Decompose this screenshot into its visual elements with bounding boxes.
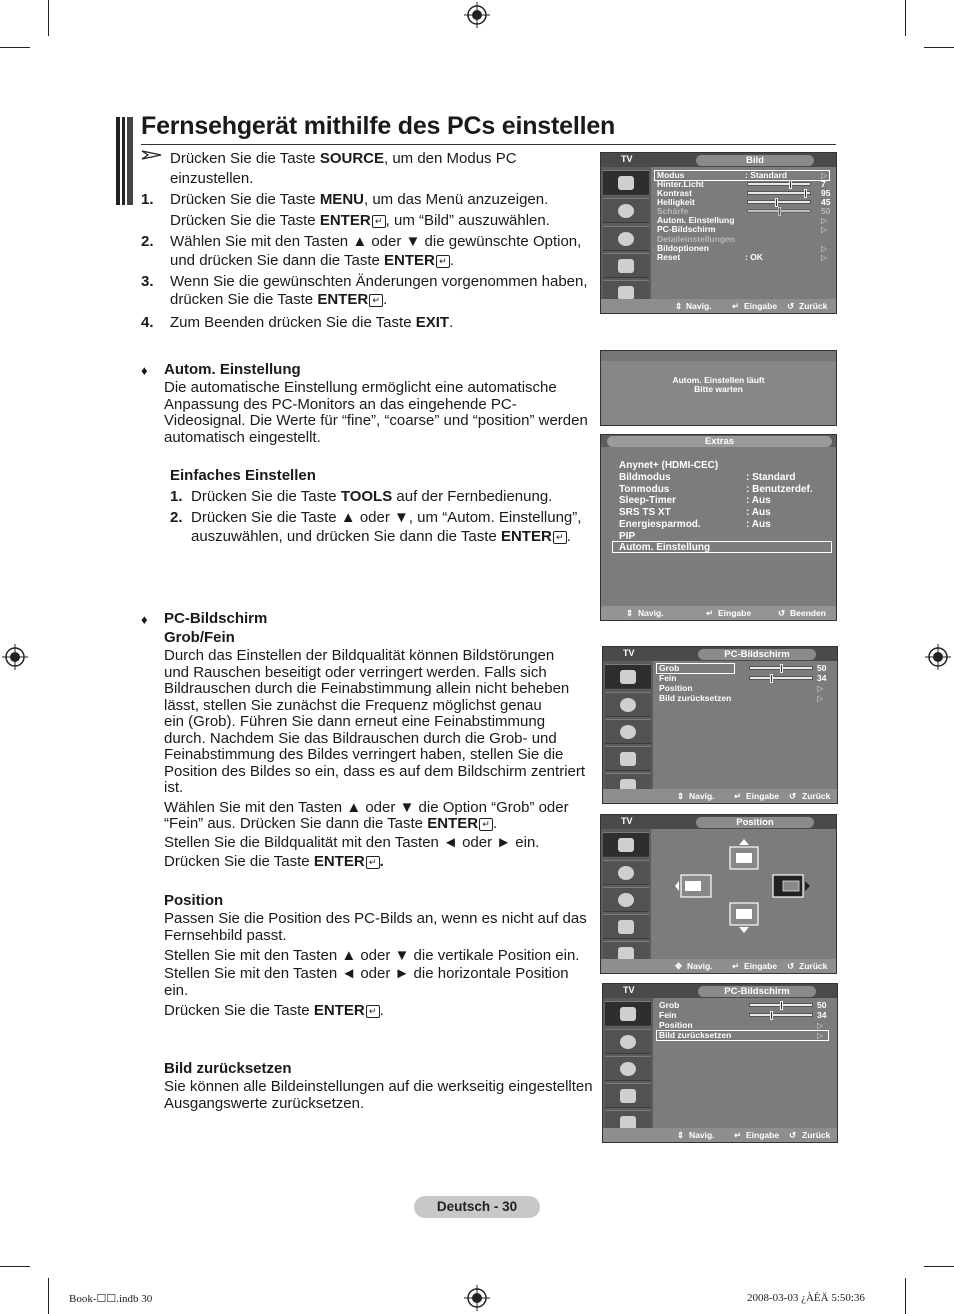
crop-mark [48, 1278, 49, 1314]
osd-row-label: Helligkeit [657, 197, 695, 207]
position-description: Passen Sie die Position des PC-Bilds an, wenn es nicht auf das Fernsehbild passt. [164, 910, 587, 944]
channel-menu-icon [605, 1056, 651, 1081]
imprint-date: 2008-03-03 ¿ÀÈÄ 5:50:36 [747, 1292, 865, 1304]
osd-slider-knob [775, 198, 778, 207]
registration-mark-icon [464, 2, 490, 28]
osd-row-label: Bild zurücksetzen [659, 1030, 732, 1040]
sub-heading: Bild zurücksetzen [164, 1060, 292, 1077]
osd-row-label: SRS TS XT [619, 507, 671, 518]
osd-nav-label: Navig. [689, 1130, 715, 1140]
osd-row-label: Bild zurücksetzen [659, 693, 732, 703]
crop-mark [924, 1266, 954, 1267]
enter-icon: ↵ [366, 1005, 380, 1018]
osd-row-label: Grob [659, 1000, 680, 1010]
crop-mark [924, 47, 954, 48]
grob-fein-description: Durch das Einstellen der Bildqualität können Bildstörungen und Rauschen beseitigt oder verringert werden. Falls sich Bildrauschen durch die Feinabstimmung allein nicht beheben lässt, stellen Sie zunächst die Frequenz möglichst genau ein (Grob). Führen Sie dann erneut eine Feinabstimmung durch. Nachdem Sie das Bildrauschen durch die Grob- und Feinabstimmung des Bildes verringert haben, stellen Sie die Position des Bildes so ein, dass es auf dem Bildschirm zentriert ist. [164, 647, 586, 796]
picture-menu-icon [605, 664, 651, 689]
osd-arrow-icon: ▷ [821, 225, 828, 234]
osd-row-label: Schärfe [657, 206, 689, 216]
osd-row-label: Energiesparmod. [619, 519, 701, 530]
channel-menu-icon [603, 887, 649, 912]
step-number: 3. [141, 273, 154, 290]
enter-icon: ↵ [372, 215, 386, 228]
grob-fein-instruction-cont: “Fein” aus. Drücken Sie dann die Taste ENTER ↵ . [164, 815, 498, 832]
osd-enter-label: Eingabe [744, 301, 778, 311]
step-1-text: Drücken Sie die Taste MENU, um das Menü anzuzeigen. [170, 191, 549, 208]
page-title: Fernsehgerät mithilfe des PCs einstellen [141, 112, 616, 140]
osd-enter-icon: ↵ [732, 961, 740, 971]
osd-nav-label: Navig. [686, 301, 712, 311]
setup-menu-icon [605, 1083, 651, 1108]
osd-slider-knob [770, 674, 773, 683]
osd-row-value: : Aus [746, 495, 771, 506]
osd-title: Extras [607, 436, 832, 447]
osd-tv-label: TV [623, 985, 635, 995]
registration-mark-icon [2, 644, 28, 670]
osd-row-label: Fein [659, 1010, 677, 1020]
section-heading: Autom. Einstellung [164, 361, 301, 378]
picture-menu-icon [603, 170, 649, 195]
osd-enter-label: Eingabe [746, 1130, 780, 1140]
osd-nav-label: Navig. [638, 608, 664, 618]
osd-tv-label: TV [621, 154, 633, 164]
osd-row-label: Detaileinstellungen [657, 234, 735, 244]
osd-arrow-icon: ▷ [817, 1031, 824, 1040]
osd-slider-knob [780, 1001, 783, 1010]
step-number: 1. [141, 191, 154, 208]
osd-enter-icon: ↵ [732, 301, 740, 311]
grob-fein-adjust: Stellen Sie die Bildqualität mit den Tasten ◄ oder ► ein. [164, 834, 540, 851]
sound-menu-icon [603, 860, 649, 885]
osd-auto-adjust-message [600, 350, 837, 426]
step-number: 1. [170, 488, 183, 505]
osd-row-label: Sleep-Timer [619, 495, 677, 506]
page-number-badge: Deutsch - 30 [414, 1196, 540, 1218]
step-1-text-cont: Drücken Sie die Taste ENTER ↵ , um “Bild” auszuwählen. [170, 212, 550, 229]
setup-menu-icon [605, 746, 651, 771]
osd-pc-screen-menu [602, 646, 838, 804]
crop-mark [905, 0, 906, 36]
osd-slider-knob [780, 664, 783, 673]
sub-heading: Grob/Fein [164, 629, 235, 646]
enter-icon: ↵ [366, 856, 380, 869]
osd-return-icon: ↺ [787, 301, 795, 311]
osd-row-label: Anynet+ (HDMI-CEC) [619, 460, 719, 471]
osd-row-value: 50 [821, 206, 831, 216]
title-rule [141, 144, 836, 145]
osd-row-value: 50 [817, 1000, 827, 1010]
enter-icon: ↵ [436, 255, 450, 268]
channel-menu-icon [603, 226, 649, 251]
step-number: 2. [170, 509, 183, 526]
enter-icon: ↵ [369, 294, 383, 307]
osd-tv-label: TV [621, 816, 633, 826]
sound-menu-icon [605, 692, 651, 717]
osd-return-icon: ↺ [789, 1130, 797, 1140]
osd-slider-knob [804, 189, 807, 198]
osd-row-value: : Standard [745, 170, 788, 180]
registration-mark-icon [925, 644, 951, 670]
imprint-file: Book-☐☐.indb 30 [69, 1293, 153, 1305]
osd-arrow-icon: ▷ [817, 1021, 824, 1030]
enter-icon: ↵ [479, 818, 493, 831]
section-heading: PC-Bildschirm [164, 610, 268, 627]
osd-enter-label: Eingabe [746, 791, 780, 801]
crop-mark [48, 0, 49, 36]
osd-row-value: 45 [821, 197, 831, 207]
osd-arrow-icon: ▷ [817, 694, 824, 703]
registration-mark-icon [464, 1285, 490, 1311]
step-number: 2. [141, 233, 154, 250]
osd-row-label: Autom. Einstellung [657, 215, 735, 225]
osd-enter-icon: ↵ [734, 1130, 742, 1140]
osd-return-icon: ↺ [787, 961, 795, 971]
osd-message-line: Bitte warten [694, 384, 743, 394]
osd-row-value: 34 [817, 673, 827, 683]
setup-menu-icon [603, 914, 649, 939]
osd-slider [747, 182, 811, 186]
osd-slider [747, 200, 811, 204]
osd-return-label: Zurück [799, 961, 828, 971]
osd-return-label: Zurück [802, 791, 831, 801]
osd-slider-knob [789, 180, 792, 189]
crop-mark [905, 1278, 906, 1314]
osd-arrow-icon: ▷ [817, 684, 824, 693]
sound-menu-icon [605, 1029, 651, 1054]
crop-mark [0, 1266, 30, 1267]
step-2-text: Wählen Sie mit den Tasten ▲ oder ▼ die gewünschte Option, [170, 233, 582, 250]
osd-row-label: Position [659, 683, 693, 693]
setup-menu-icon [603, 253, 649, 278]
osd-row-value: 7 [821, 179, 826, 189]
osd-nav-icon: ✥ [675, 961, 683, 971]
osd-return-icon: ↺ [789, 791, 797, 801]
osd-row-value: : OK [745, 252, 763, 262]
sub-heading: Einfaches Einstellen [170, 467, 316, 484]
osd-enter-icon: ↵ [706, 608, 714, 618]
osd-row-label: Bildoptionen [657, 243, 709, 253]
osd-arrow-icon: ▷ [821, 171, 828, 180]
osd-tv-label: TV [623, 648, 635, 658]
osd-row-value: : Aus [746, 519, 771, 530]
easy-step-2-cont: auszuwählen, und drücken Sie dann die Taste ENTER ↵ . [191, 528, 571, 545]
osd-return-label: Zurück [799, 301, 828, 311]
osd-row-label: Modus [657, 170, 685, 180]
osd-row-value: : Benutzerdef. [746, 484, 813, 495]
osd-nav-icon: ⇕ [626, 608, 634, 618]
osd-row-label: Tonmodus [619, 484, 670, 495]
osd-row-value: 95 [821, 188, 831, 198]
osd-nav-icon: ⇕ [677, 1130, 685, 1140]
osd-nav-icon: ⇕ [675, 301, 683, 311]
channel-menu-icon [605, 719, 651, 744]
sub-heading: Position [164, 892, 224, 909]
osd-row-value: 50 [817, 663, 827, 673]
osd-row-label: Kontrast [657, 188, 692, 198]
osd-slider [749, 666, 813, 670]
easy-step-1: Drücken Sie die Taste TOOLS auf der Fernbedienung. [191, 488, 553, 505]
osd-arrow-icon: ▷ [821, 244, 828, 253]
grob-fein-adjust-cont: Drücken Sie die Taste ENTER ↵ . [164, 853, 384, 870]
osd-row-label: PIP [619, 531, 636, 542]
osd-title: PC-Bildschirm [698, 986, 816, 997]
osd-slider-knob [770, 1011, 773, 1020]
osd-nav-label: Navig. [689, 791, 715, 801]
osd-exit-label: Beenden [790, 608, 826, 618]
osd-slider-knob [778, 207, 781, 216]
osd-row-value: 34 [817, 1010, 827, 1020]
osd-title: Bild [696, 155, 814, 166]
position-arrows-icon [675, 839, 825, 939]
picture-menu-icon [603, 832, 649, 857]
osd-row-label: Autom. Einstellung [619, 542, 711, 553]
easy-step-2: Drücken Sie die Taste ▲ oder ▼, um “Autom. Einstellung”, [191, 509, 582, 526]
osd-slider [747, 209, 811, 213]
osd-enter-icon: ↵ [734, 791, 742, 801]
osd-slider [749, 676, 813, 680]
position-vertical: Stellen Sie mit den Tasten ▲ oder ▼ die vertikale Position ein. [164, 947, 580, 964]
position-horizontal: Stellen Sie mit den Tasten ◄ oder ► die horizontale Position ein. [164, 965, 569, 999]
osd-position-menu [600, 814, 837, 974]
osd-pc-screen-reset-menu [602, 983, 838, 1143]
osd-message-line: Autom. Einstellen läuft [672, 375, 765, 385]
step-3-text-cont: drücken Sie die Taste ENTER ↵ . [170, 291, 388, 308]
osd-extras-menu [600, 434, 837, 621]
bullet-icon: ♦ [141, 363, 148, 378]
step-number: 4. [141, 314, 154, 331]
osd-return-label: Zurück [802, 1130, 831, 1140]
osd-nav-label: Navig. [687, 961, 713, 971]
osd-row-label: Position [659, 1020, 693, 1030]
intro-text-cont: einzustellen. [170, 170, 254, 187]
step-2-text-cont: und drücken Sie dann die Taste ENTER ↵ . [170, 252, 455, 269]
osd-row-label: Grob [659, 663, 680, 673]
osd-row-label: PC-Bildschirm [657, 224, 716, 234]
intro-text: Drücken Sie die Taste SOURCE, um den Modus PC [170, 150, 517, 167]
osd-row-label: Bildmodus [619, 472, 671, 483]
picture-menu-icon [605, 1001, 651, 1026]
position-enter: Drücken Sie die Taste ENTER ↵ . [164, 1002, 384, 1019]
osd-row-label: Hinter.Licht [657, 179, 704, 189]
osd-enter-label: Eingabe [718, 608, 752, 618]
osd-return-icon: ↺ [778, 608, 786, 618]
crop-mark [0, 47, 30, 48]
sound-menu-icon [603, 198, 649, 223]
step-4-text: Zum Beenden drücken Sie die Taste EXIT. [170, 314, 454, 331]
reset-description: Sie können alle Bildeinstellungen auf die werkseitig eingestellten Ausgangswerte zurücksetzen. [164, 1078, 593, 1112]
bullet-icon: ♦ [141, 612, 148, 627]
note-arrow-icon [141, 150, 163, 160]
osd-bild-menu [600, 152, 837, 314]
osd-slider [747, 191, 811, 195]
autom-description: Die automatische Einstellung ermöglicht eine automatische Anpassung des PC-Monitors an das eingehende PC- Videosignal. Die Werte für “fine”, “coarse” und “position” werden automatisch eingestellt. [164, 379, 588, 446]
osd-slider [749, 1013, 813, 1017]
osd-slider [749, 1003, 813, 1007]
osd-row-label: Fein [659, 673, 677, 683]
step-3-text: Wenn Sie die gewünschten Änderungen vorgenommen haben, [170, 273, 588, 290]
osd-enter-label: Eingabe [744, 961, 778, 971]
osd-arrow-icon: ▷ [821, 216, 828, 225]
osd-row-value: : Aus [746, 507, 771, 518]
osd-nav-icon: ⇕ [677, 791, 685, 801]
enter-icon: ↵ [553, 531, 567, 544]
osd-title: Position [696, 817, 814, 828]
osd-row-label: Reset [657, 252, 681, 262]
osd-title: PC-Bildschirm [698, 649, 816, 660]
osd-row-value: : Standard [746, 472, 796, 483]
grob-fein-instruction: Wählen Sie mit den Tasten ▲ oder ▼ die Option “Grob” oder [164, 799, 569, 816]
osd-arrow-icon: ▷ [821, 253, 828, 262]
